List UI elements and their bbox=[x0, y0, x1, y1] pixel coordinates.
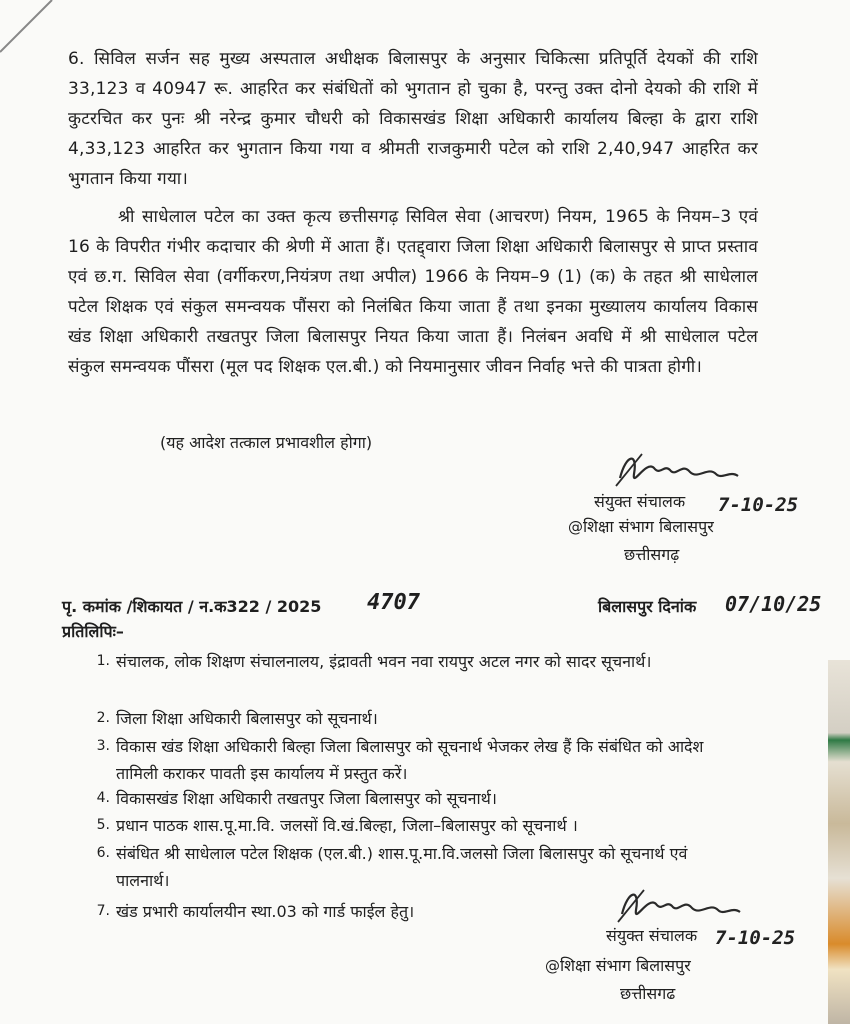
background-edge-strip bbox=[828, 660, 850, 1024]
place-date-label: बिलासपुर दिनांक bbox=[598, 597, 697, 616]
signatory-state-2: छत्तीसगढ bbox=[620, 984, 676, 1003]
page-corner-mark bbox=[0, 0, 60, 60]
signatory-office-2: @शिक्षा संभाग बिलासपुर bbox=[545, 956, 691, 975]
signatory-title: संयुक्त संचालक bbox=[594, 492, 686, 511]
list-item: 2. जिला शिक्षा अधिकारी बिलासपुर को सूचनार्थ। bbox=[96, 709, 378, 728]
office-seal-icon: @ bbox=[568, 518, 583, 536]
signatory-title: संयुक्त संचालक bbox=[606, 926, 698, 945]
signature-block-2 bbox=[606, 924, 697, 948]
signature-date-2: 7-10-25 bbox=[715, 927, 796, 949]
effective-note: (यह आदेश तत्काल प्रभावशील होगा) bbox=[160, 433, 373, 452]
signatory-office-1: @शिक्षा संभाग बिलासपुर bbox=[568, 517, 714, 536]
list-item: 1. संचालक, लोक शिक्षण संचालनालय, इंद्रावती भवन नवा रायपुर अटल नगर को सादर सूचनार्थ। bbox=[96, 652, 652, 671]
signature-date-1: 7-10-25 bbox=[718, 494, 799, 516]
list-item: 6. संबंधित श्री साधेलाल पटेल शिक्षक (एल.बी.) शास.पू.मा.वि.जलसो जिला बिलासपुर को सूचनार्थ एवं पालनार्थ। bbox=[96, 844, 688, 890]
paragraph-order: श्री साधेलाल पटेल का उक्त कृत्य छत्तीसगढ़ सिविल सेवा (आचरण) नियम, 1965 के नियम–3 एवं 16 के विपरीत गंभीर कदाचार की श्रेणी में आता हैं। एतद्द्वारा जिला शिक्षा अधिकारी बिलासपुर से प्राप्त प्रस्ताव एवं छ.ग. सिविल सेवा (वर्गीकरण,नियंत्रण तथा अपील) 1966 के नियम–9 (1) (क) के तहत श्री साधेलाल पटेल शिक्षक एवं संकुल समन्वयक पौंसरा को निलंबित किया जाता हैं तथा इनका मुख्यालय कार्यालय विकास खंड शिक्षा अधिकारी तखतपुर जिला बिलासपुर नियत किया जाता हैं। निलंबन अवधि में श्री साधेलाल पटेल संकुल समन्वयक पौंसरा (मूल पद शिक्षक एल.बी.) को नियमानुसार जीवन निर्वाह भत्ते की पात्रता होगी। bbox=[68, 207, 758, 377]
list-item: 4. विकासखंड शिक्षा अधिकारी तखतपुर जिला बिलासपुर को सूचनार्थ। bbox=[96, 789, 497, 808]
signature-block-1 bbox=[594, 490, 685, 514]
reference-row bbox=[62, 590, 832, 625]
paragraph-6: 6. सिविल सर्जन सह मुख्य अस्पताल अधीक्षक बिलासपुर के अनुसार चिकित्सा प्रतिपूर्ति देयकों की राशि 33,123 व 40947 रू. आहरित कर संबंधितों को भुगतान हो चुका है, परन्तु उक्त दोनो देयको की राशि में कुटरचित कर पुनः श्री नरेन्द्र कुमार चौधरी को विकासखंड शिक्षा अधिकारी कार्यालय बिल्हा के द्वारा राशि 4,33,123 आहरित कर भुगतान किया गया व श्रीमती राजकुमारी पटेल को राशि 2,40,947 आहरित कर भुगतान किया गया। bbox=[68, 49, 758, 189]
copy-to-heading: प्रतिलिपिः– bbox=[62, 622, 124, 641]
reference-number-label: पृ. कमांक /शिकायत / न.क322 / 2025 bbox=[62, 597, 322, 616]
list-item: 3. विकास खंड शिक्षा अधिकारी बिल्हा जिला बिलासपुर को सूचनार्थ भेजकर लेख हैं कि संबंधित को आदेश तामिली कराकर पावती इस कार्यालय में प्रस्तुत करें। bbox=[96, 737, 704, 783]
list-item: 7. खंड प्रभारी कार्यालयीन स्था.03 को गार्ड फाईल हेतु। bbox=[96, 902, 415, 921]
list-item: 5. प्रधान पाठक शास.पू.मा.वि. जलसों वि.खं.बिल्हा, जिला–बिलासपुर को सूचनार्थ । bbox=[96, 816, 578, 835]
office-seal-icon: @ bbox=[545, 957, 560, 975]
signature-scribble-1 bbox=[612, 448, 742, 496]
handwritten-reference-number: 4707 bbox=[367, 590, 420, 615]
handwritten-date: 07/10/25 bbox=[725, 592, 822, 616]
signatory-state-1: छत्तीसगढ़ bbox=[624, 545, 680, 564]
